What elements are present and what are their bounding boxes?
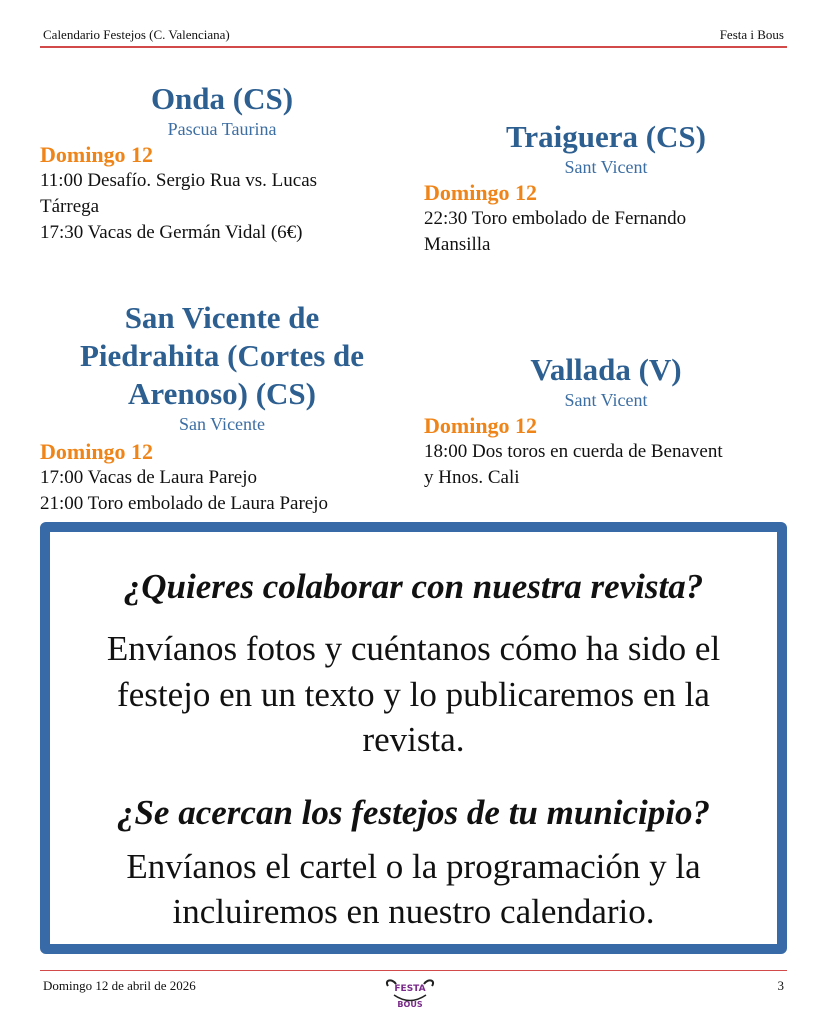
- event-town-line: Arenoso) (CS): [128, 376, 316, 411]
- event-festival: Sant Vicent: [564, 390, 648, 410]
- event-line: 21:00 Toro embolado de Laura Parejo: [40, 493, 328, 514]
- event-town-line: San Vicente de: [124, 300, 320, 335]
- event-line: 17:30 Vacas de Germán Vidal (6€): [40, 222, 303, 243]
- header-divider: [40, 46, 787, 48]
- callout-text-line: festejo en un texto y lo publicaremos en la: [117, 675, 710, 714]
- event-town-line: Piedrahita (Cortes de: [79, 338, 365, 373]
- event-line: 18:00 Dos toros en cuerda de Benavent: [424, 441, 723, 462]
- page-number: 3: [777, 978, 784, 993]
- callout-text-line: incluiremos en nuestro calendario.: [172, 892, 655, 931]
- running-header-publication: Festa i Bous: [719, 27, 784, 42]
- logo-text-bottom: BOUS: [397, 1000, 423, 1009]
- event-vallada: [424, 351, 788, 491]
- event-day: Domingo 12: [40, 439, 154, 464]
- callout-question-collaborate: ¿Quieres colaborar con nuestra revista?: [123, 567, 704, 606]
- event-town: Traiguera (CS): [505, 119, 707, 154]
- collaboration-callout-box: [40, 522, 787, 954]
- event-line: 17:00 Vacas de Laura Parejo: [40, 467, 258, 488]
- event-festival: Sant Vicent: [564, 157, 648, 177]
- event-san-vicente-de-piedrahita: [40, 299, 404, 517]
- event-onda: [40, 80, 404, 246]
- running-header-title: Calendario Festejos (C. Valenciana): [43, 27, 230, 42]
- footer-divider: [40, 970, 787, 971]
- event-traiguera: [424, 118, 788, 258]
- event-town: Vallada (V): [530, 352, 682, 387]
- callout-text-line: revista.: [362, 720, 465, 759]
- event-festival: San Vicente: [178, 414, 266, 434]
- event-day: Domingo 12: [424, 180, 538, 205]
- event-line: Tárrega: [40, 196, 100, 217]
- callout-text-line: Envíanos el cartel o la programación y la: [126, 847, 701, 886]
- event-line: y Hnos. Cali: [424, 467, 520, 488]
- event-line: Mansilla: [424, 234, 491, 255]
- event-line: 11:00 Desafío. Sergio Rua vs. Lucas: [40, 170, 318, 191]
- festa-i-bous-logo-icon: [382, 976, 438, 1012]
- event-day: Domingo 12: [424, 413, 538, 438]
- footer-date: Domingo 12 de abril de 2026: [43, 978, 196, 993]
- callout-question-upcoming-festivities: ¿Se acercan los festejos de tu municipio?: [116, 793, 711, 832]
- event-town: Onda (CS): [150, 81, 294, 116]
- callout-text-line: Envíanos fotos y cuéntanos cómo ha sido el: [106, 629, 721, 668]
- event-day: Domingo 12: [40, 142, 154, 167]
- event-festival: Pascua Taurina: [167, 119, 277, 139]
- logo-text-top: FESTA: [394, 984, 426, 994]
- event-line: 22:30 Toro embolado de Fernando: [424, 208, 687, 229]
